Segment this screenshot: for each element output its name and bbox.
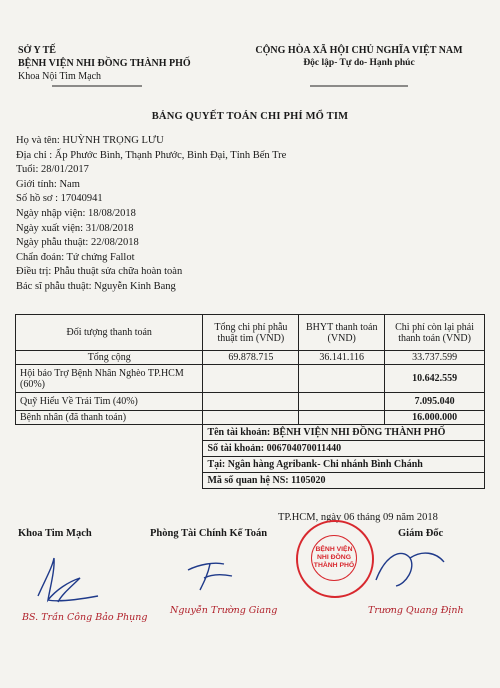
header-right (234, 44, 484, 70)
total-cost-value: 69.878.715 (203, 351, 299, 365)
signature-left-image (28, 548, 108, 610)
signature-title-left: Khoa Tim Mạch (18, 528, 92, 539)
diagnosis: Chẩn đoán: Tứ chứng Fallot (16, 251, 135, 263)
document-title: BẢNG QUYẾT TOÁN CHI PHÍ MỔ TIM (151, 111, 349, 122)
account-budget-code: Mã số quan hệ NS: 1105020 (203, 473, 485, 489)
signature-title-middle: Phòng Tài Chính Kế Toán (150, 528, 268, 539)
total-label: Tổng cộng (16, 351, 203, 365)
signature-middle-image (180, 548, 250, 598)
patient-age: Tuổi: 28/01/2017 (16, 164, 89, 176)
payer-label: Quỹ Hiểu Về Trái Tim (40%) (16, 393, 203, 411)
account-name: Tên tài khoản: BỆNH VIỆN NHI ĐỒNG THÀNH PHỐ (203, 425, 485, 441)
stamp-inner (311, 535, 357, 581)
signature-name-middle: Nguyễn Trường Giang (170, 605, 278, 616)
surgeon: Bác sĩ phẫu thuật: Nguyễn Kinh Bang (16, 280, 176, 292)
payer-amount: 10.642.559 (385, 365, 485, 393)
surgery-date: Ngày phẫu thuật: 22/08/2018 (16, 237, 139, 249)
stamp-line: THÀNH PHỐ (313, 562, 355, 569)
signature-name-right: Trương Quang Định (368, 605, 464, 616)
hospital-stamp (296, 520, 374, 598)
header-remaining: Chi phí còn lại phải thanh toán (VND) (385, 315, 485, 351)
document-date: TP.HCM, ngày 06 tháng 09 năm 2018 (278, 512, 438, 523)
header-insurance: BHYT thanh toán (VND) (299, 315, 385, 351)
patient-gender: Giới tính: Nam (16, 178, 80, 190)
stamp-line: BỆNH VIỆN (315, 546, 353, 553)
table-row (16, 365, 485, 393)
header-payer: Đối tượng thanh toán (16, 315, 203, 351)
treatment: Điều trị: Phẫu thuật sửa chữa hoàn toàn (16, 266, 183, 278)
table-row (16, 411, 485, 425)
signature-title-right: Giám Đốc (398, 528, 444, 539)
header-right-underline (310, 84, 408, 88)
table-row (16, 393, 485, 411)
remaining-value: 33.737.599 (385, 351, 485, 365)
payer-amount: 16.000.000 (385, 411, 485, 425)
payer-label: Hội bảo Trợ Bệnh Nhân Nghèo TP.HCM (60%) (16, 365, 203, 393)
cost-table (15, 314, 485, 489)
department-name: Khoa Nội Tim Mạch (18, 71, 102, 82)
payer-amount: 7.095.040 (385, 393, 485, 411)
patient-name: Họ và tên: HUỲNH TRỌNG LƯU (16, 135, 164, 146)
account-row (16, 441, 485, 457)
header-left-underline (52, 84, 142, 88)
account-number: Số tài khoản: 006704070011440 (203, 441, 485, 457)
table-row-total (16, 351, 485, 365)
patient-record-number: Số hồ sơ : 17040941 (16, 193, 103, 205)
signature-name-left: BS. Trần Công Bảo Phụng (22, 612, 148, 623)
header-left (18, 44, 191, 83)
account-row (16, 457, 485, 473)
table-header-row (16, 315, 485, 351)
patient-address: Địa chỉ : Ấp Phước Bình, Thạnh Phước, Bình Đại, Tỉnh Bến Tre (16, 149, 287, 161)
signature-right-image (366, 540, 456, 596)
country-name: CỘNG HÒA XÃ HỘI CHỦ NGHĨA VIỆT NAM (255, 45, 463, 56)
ministry-name: SỞ Y TẾ (18, 45, 56, 56)
admission-date: Ngày nhập viện: 18/08/2018 (16, 207, 136, 219)
patient-info (16, 134, 286, 295)
hospital-name: BỆNH VIỆN NHI ĐỒNG THÀNH PHỐ (18, 58, 191, 69)
account-bank: Tại: Ngân hàng Agribank- Chi nhánh Bình Chánh (203, 457, 485, 473)
header-total-cost: Tổng chi phí phẫu thuật tim (VND) (203, 315, 299, 351)
insurance-value: 36.141.116 (299, 351, 385, 365)
account-row (16, 473, 485, 489)
stamp-line: NHI ĐỒNG (317, 554, 351, 561)
payer-label: Bệnh nhân (đã thanh toán) (16, 411, 203, 425)
discharge-date: Ngày xuất viện: 31/08/2018 (16, 222, 134, 234)
account-row (16, 425, 485, 441)
motto: Độc lập- Tự do- Hạnh phúc (303, 58, 415, 68)
